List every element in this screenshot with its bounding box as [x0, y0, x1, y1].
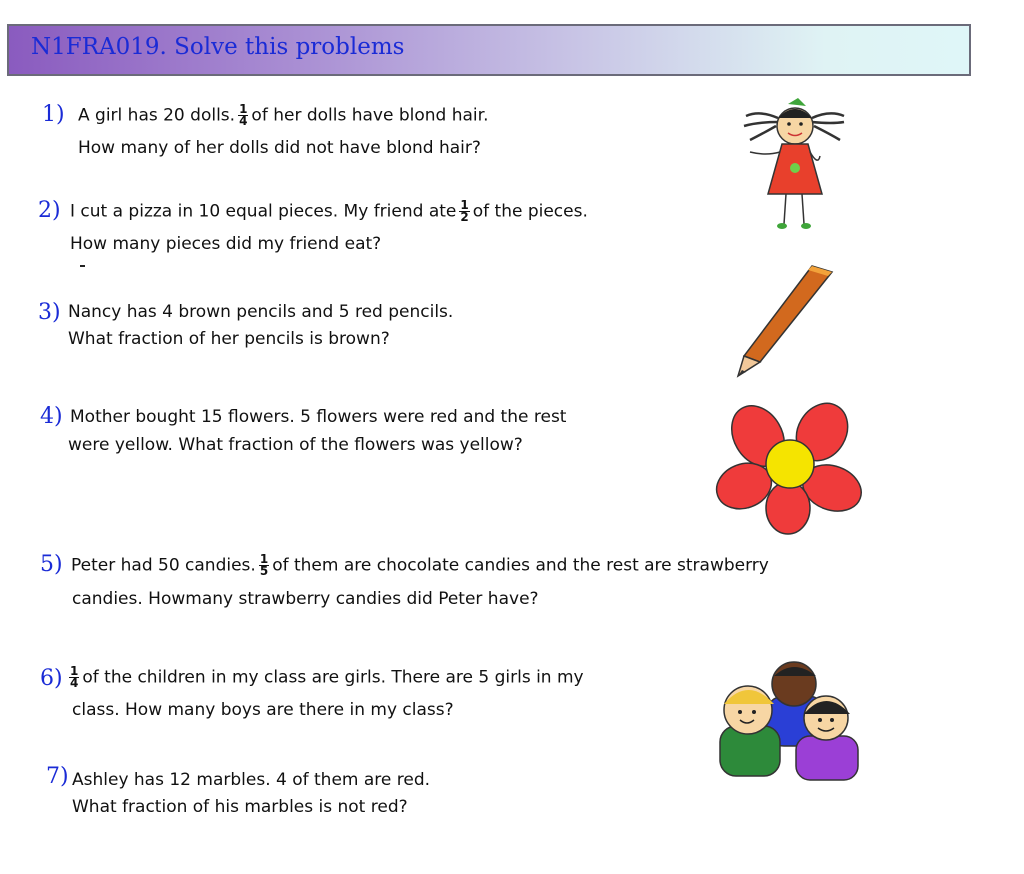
- problem-7-line-1: Ashley has 12 marbles. 4 of them are red.: [72, 770, 431, 790]
- problem-5-line-2: candies. Howmany strawberry candies did Peter have?: [72, 589, 539, 609]
- flower-icon: [714, 402, 864, 536]
- problem-6-line-1: $\frac{1}{4}$ of the children in my class are girls. There are 5 girls in my: [70, 664, 584, 690]
- stray-mark: [80, 265, 85, 267]
- problem-7-number: 7): [46, 764, 69, 789]
- problem-6-fraction: $\frac{1}{4}$: [70, 664, 79, 690]
- girl-icon: [740, 96, 850, 234]
- problem-1-line-2: How many of her dolls did not have blond hair?: [78, 138, 481, 158]
- problem-1-line-1: A girl has 20 dolls. $\frac{1}{4}$ of her dolls have blond hair.: [78, 102, 489, 128]
- problem-2-number: 2): [38, 198, 61, 223]
- problem-5-line-1: Peter had 50 candies. $\frac{1}{5}$ of them are chocolate candies and the rest are strawberry: [71, 552, 769, 578]
- problem-6-number: 6): [40, 666, 63, 691]
- problem-1-number: 1): [42, 102, 65, 127]
- problem-7-line-2: What fraction of his marbles is not red?: [72, 797, 408, 817]
- problem-2-line-1: I cut a pizza in 10 equal pieces. My friend ate $\frac{1}{2}$ of the pieces.: [70, 198, 588, 224]
- pencil-icon: [730, 262, 840, 380]
- problem-2-fraction: $\frac{1}{2}$: [460, 198, 469, 224]
- problem-2-line-2: How many pieces did my friend eat?: [70, 234, 382, 254]
- problem-1-fraction: $\frac{1}{4}$: [239, 102, 248, 128]
- page-title: N1FRA019. Solve this problems: [31, 34, 405, 60]
- problem-6-line-2: class. How many boys are there in my class?: [72, 700, 454, 720]
- problem-4-line-2: were yellow. What fraction of the flowers was yellow?: [68, 435, 523, 455]
- children-icon: [716, 656, 866, 786]
- problem-5-fraction: $\frac{1}{5}$: [259, 552, 269, 578]
- problem-4-number: 4): [40, 404, 63, 429]
- title-bar: [7, 24, 971, 76]
- problem-4-line-1: Mother bought 15 flowers. 5 flowers were red and the rest: [70, 407, 567, 427]
- problem-3-number: 3): [38, 300, 61, 325]
- problem-5-number: 5): [40, 552, 63, 577]
- problem-3-line-2: What fraction of her pencils is brown?: [68, 329, 390, 349]
- problem-3-line-1: Nancy has 4 brown pencils and 5 red pencils.: [68, 302, 454, 322]
